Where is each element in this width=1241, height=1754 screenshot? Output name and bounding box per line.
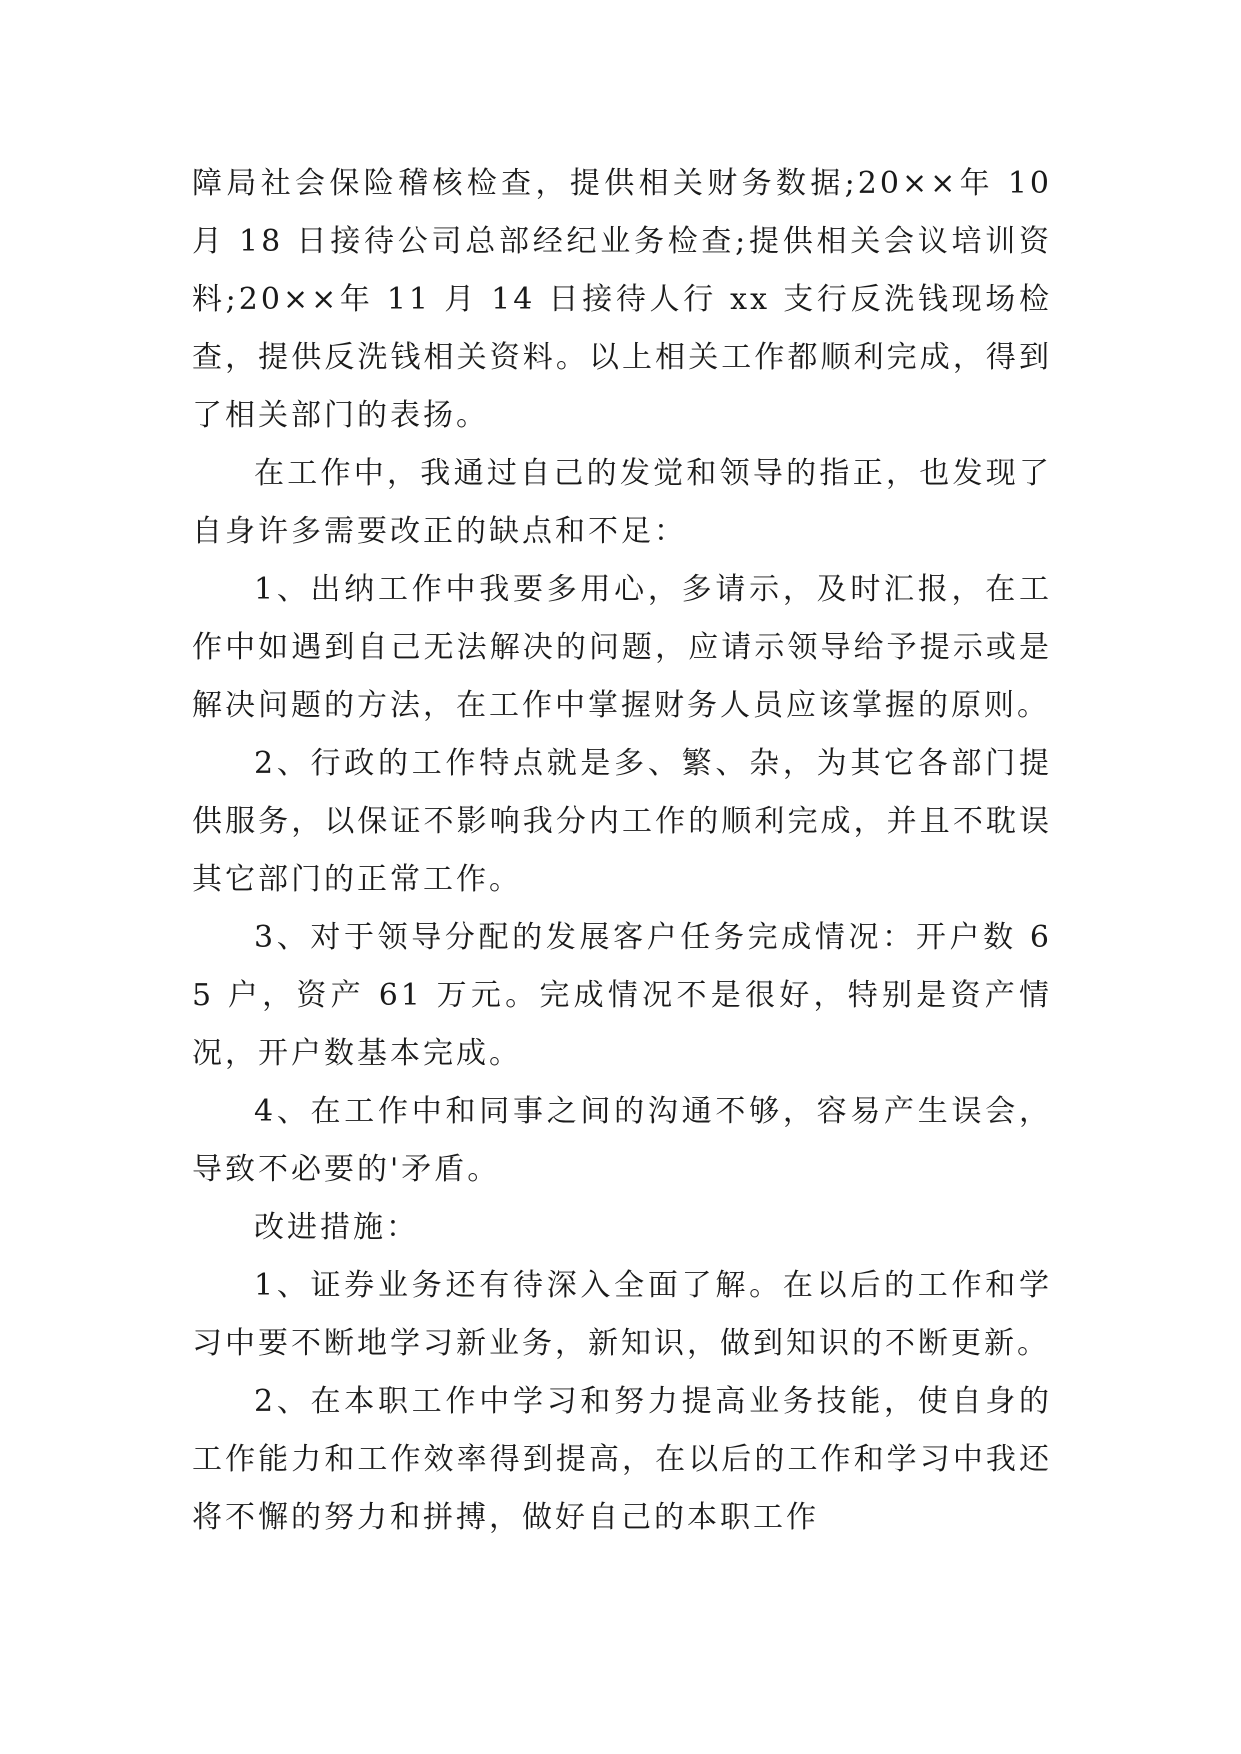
paragraph-item-3: 3、对于领导分配的发展客户任务完成情况：开户数 65 户，资产 61 万元。完成情况不是很好，特别是资产情况，开户数基本完成。 bbox=[192, 920, 1052, 1071]
document-body bbox=[192, 155, 1052, 1547]
paragraph-improvement-heading: 改进措施： bbox=[254, 1210, 419, 1245]
paragraph-item-2: 2、行政的工作特点就是多、繁、杂，为其它各部门提供服务，以保证不影响我分内工作的顺利完成，并且不耽误其它部门的正常工作。 bbox=[192, 746, 1052, 897]
paragraph-item-1: 1、出纳工作中我要多用心，多请示，及时汇报，在工作中如遇到自己无法解决的问题，应请示领导给予提示或是解决问题的方法，在工作中掌握财务人员应该掌握的原则。 bbox=[192, 572, 1052, 723]
paragraph-continuation: 障局社会保险稽核检查，提供相关财务数据;20××年 10 月 18 日接待公司总部经纪业务检查;提供相关会议培训资料;20××年 11 月 14 日接待人行 xx 支行反洗钱现场检查，提供反洗钱相关资料。以上相关工作都顺利完成，得到了相关部门的表扬。 bbox=[192, 166, 1052, 433]
paragraph-item-4: 4、在工作中和同事之间的沟通不够，容易产生误会，导致不必要的'矛盾。 bbox=[192, 1094, 1052, 1187]
paragraph-improvement-1: 1、证券业务还有待深入全面了解。在以后的工作和学习中要不断地学习新业务，新知识，做到知识的不断更新。 bbox=[192, 1268, 1052, 1361]
paragraph-improvement-2: 2、在本职工作中学习和努力提高业务技能，使自身的工作能力和工作效率得到提高，在以后的工作和学习中我还将不懈的努力和拼搏，做好自己的本职工作 bbox=[192, 1384, 1052, 1535]
paragraph-intro-shortcomings: 在工作中，我通过自己的发觉和领导的指正，也发现了自身许多需要改正的缺点和不足： bbox=[192, 456, 1052, 549]
